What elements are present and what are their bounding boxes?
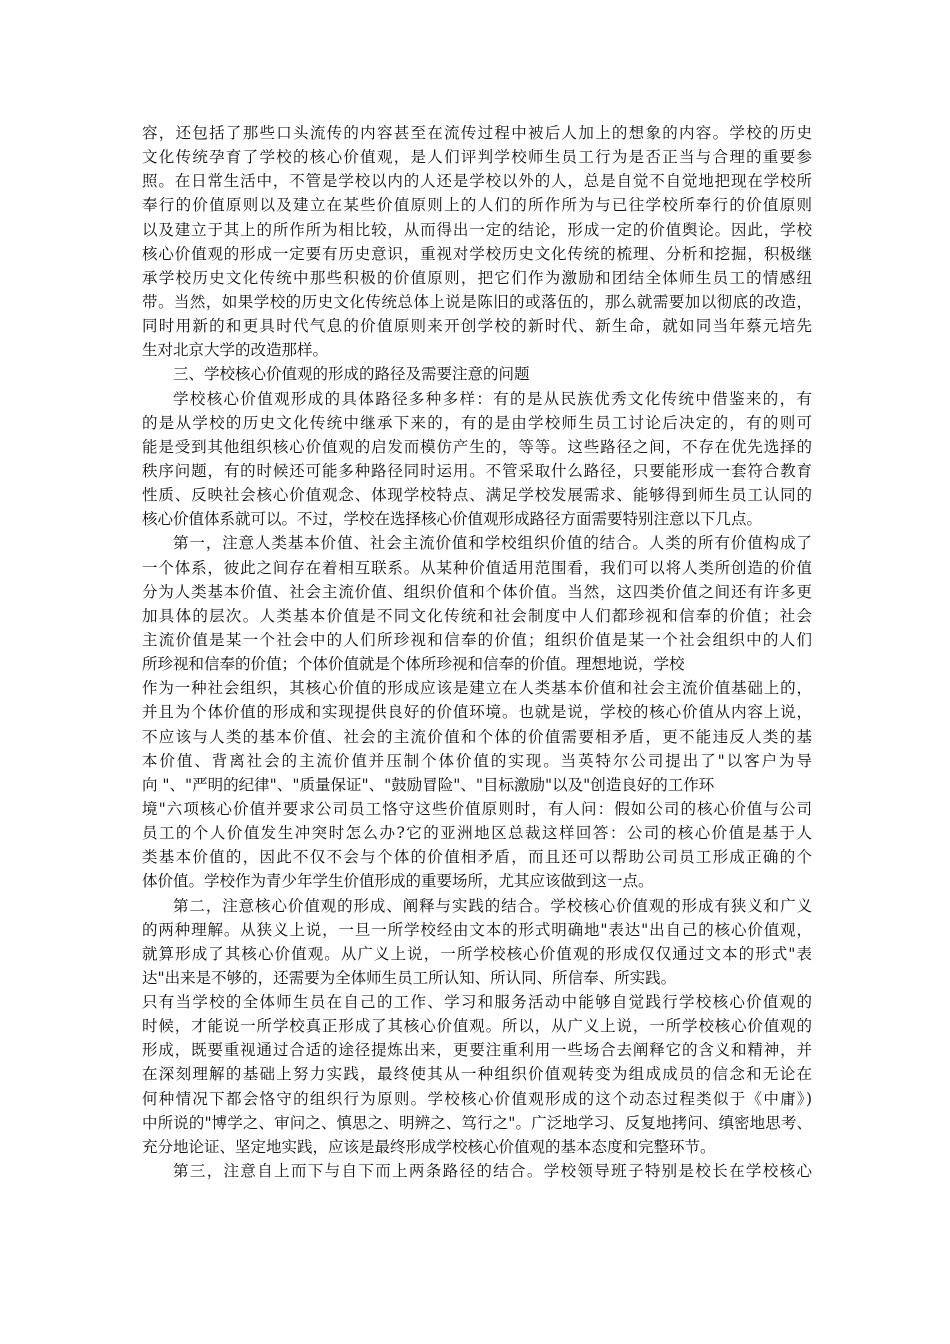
text-line: 一个体系，彼此之间存在着相互联系。从某种价值适用范围看，我们可以将人类所创造的价值 bbox=[142, 558, 812, 577]
text-line: 照。在日常生活中，不管是学校以内的人还是学校以外的人，总是自觉不自觉地把现在学校所 bbox=[142, 172, 812, 191]
text-line: 以及建立于其上的所作所为相比较，从而得出一定的结论，形成一定的价值舆论。因此，学校 bbox=[142, 220, 812, 239]
text-line: 中所说的"博学之、审问之、慎思之、明辨之、笃行之"。广泛地学习、反复地拷问、缜密地思考、 bbox=[142, 1113, 812, 1132]
text-line: 就算形成了其核心价值观。从广义上说，一所学校核心价值观的形成仅仅通过文本的形式"表 bbox=[142, 944, 812, 963]
text-line: 同时用新的和更具时代气息的价值原则来开创学校的新时代、新生命，就如同当年蔡元培先 bbox=[142, 317, 812, 336]
text-line: 主流价值是某一个社会中的人们所珍视和信奉的价值；组织价值是某一个社会组织中的人们 bbox=[142, 630, 812, 649]
text-line: 类基本价值的，因此不仅不会与个体的价值相矛盾，而且还可以帮助公司员工形成正确的个 bbox=[142, 848, 812, 867]
text-line: 只有当学校的全体师生员在自己的工作、学习和服务活动中能够自觉践行学校核心价值观的 bbox=[142, 993, 812, 1012]
text-line: 充分地论证、坚定地实践，应该是最终形成学校核心价值观的基本态度和完整环节。 bbox=[142, 1137, 716, 1156]
text-line: 文化传统孕育了学校的核心价值观，是人们评判学校师生员工行为是否正当与合理的重要参 bbox=[142, 148, 812, 167]
text-line: 体价值。学校作为青少年学生价值形成的重要场所，尤其应该做到这一点。 bbox=[142, 872, 654, 891]
text-line: 容，还包括了那些口头流传的内容甚至在流传过程中被后人加上的想象的内容。学校的历史 bbox=[142, 124, 812, 142]
text-line: 所珍视和信奉的价值；个体价值就是个体所珍视和信奉的价值。理想地说，学校 bbox=[142, 655, 685, 674]
text-line: 核心价值体系就可以。不过，学校在选择核心价值观形成路径方面需要特别注意以下几点。 bbox=[142, 510, 763, 529]
text-line: 三、学校核心价值观的形成的路径及需要注意的问题 bbox=[173, 365, 530, 384]
text-line: 加具体的层次。人类基本价值是不同文化传统和社会制度中人们都珍视和信奉的价值；社会 bbox=[142, 606, 812, 625]
text-line: 第二，注意核心价值观的形成、阐释与实践的结合。学校核心价值观的形成有狭义和广义 bbox=[173, 896, 812, 915]
text-line: 性质、反映社会核心价值观念、体现学校特点、满足学校发展需求、能够得到师生员工认同的 bbox=[142, 486, 812, 505]
text-line: 分为人类基本价值、社会主流价值、组织价值和个体价值。当然，这四类价值之间还有许多更 bbox=[142, 582, 812, 601]
text-line: 何种情况下都会恪守的组织行为原则。学校核心价值观形成的这个动态过程类似于《中庸》) bbox=[142, 1089, 812, 1108]
text-line: 秩序问题，有的时候还可能多种路径同时运用。不管采取什么路径，只要能形成一套符合教育 bbox=[142, 461, 812, 480]
text-line: 在深刻理解的基础上努力实践，最终使其从一种组织价值观转变为组成成员的信念和无论在 bbox=[142, 1065, 812, 1084]
text-line: 核心价值观的形成一定要有历史意识，重视对学校历史文化传统的梳理、分析和挖掘，积极继 bbox=[142, 244, 812, 263]
text-line: 第一，注意人类基本价值、社会主流价值和学校组织价值的结合。人类的所有价值构成了 bbox=[173, 534, 812, 553]
text-line: 达"出来是不够的，还需要为全体师生员工所认知、所认同、所信奉、所实践。 bbox=[142, 968, 677, 987]
text-line: 境"六项核心价值并要求公司员工恪守这些价值原则时，有人问：假如公司的核心价值与公司 bbox=[142, 799, 812, 818]
text-line: 形成，既要重视通过合适的途径提炼出来，更要注重利用一些场合去阐释它的含义和精神，并 bbox=[142, 1041, 812, 1060]
text-line: 生对北京大学的改造那样。 bbox=[142, 341, 329, 360]
text-line: 本价值、背离社会的主流价值并压制个体价值的实现。当英特尔公司提出了"以客户为导 bbox=[142, 751, 812, 770]
text-line: 承学校历史文化传统中那些积极的价值原则，把它们作为激励和团结全体师生员工的情感纽 bbox=[142, 268, 812, 287]
text-line: 能是受到其他组织核心价值观的启发而模仿产生的，等等。这些路径之间，不存在优先选择的 bbox=[142, 437, 812, 456]
document-body bbox=[142, 121, 812, 1183]
text-line: 带。当然，如果学校的历史文化传统总体上说是陈旧的或落伍的，那么就需要加以彻底的改造， bbox=[142, 292, 812, 311]
text-line: 并且为个体价值的形成和实现提供良好的价值环境。也就是说，学校的核心价值从内容上说， bbox=[142, 703, 812, 722]
text-line: 时候，才能说一所学校真正形成了其核心价值观。所以，从广义上说，一所学校核心价值观的 bbox=[142, 1017, 812, 1036]
text-line: 第三，注意自上而下与自下而上两条路径的结合。学校领导班子特别是校长在学校核心 bbox=[173, 1162, 812, 1181]
text-line: 的两种理解。从狭义上说，一旦一所学校经由文本的形式明确地"表达"出自己的核心价值观， bbox=[142, 920, 812, 939]
text-line: 员工的个人价值发生冲突时怎么办?它的亚洲地区总裁这样回答：公司的核心价值是基于人 bbox=[142, 824, 812, 843]
text-line: 奉行的价值原则以及建立在某些价值原则上的人们的所作所为与已往学校所奉行的价值原则 bbox=[142, 196, 812, 215]
text-line: 不应该与人类的基本价值、社会的主流价值和个体的价值需要相矛盾，更不能违反人类的基 bbox=[142, 727, 812, 746]
text-line: 作为一种社会组织，其核心价值的形成应该是建立在人类基本价值和社会主流价值基础上的， bbox=[142, 679, 812, 698]
text-line: 学校核心价值观形成的具体路径多种多样：有的是从民族优秀文化传统中借鉴来的，有 bbox=[173, 389, 812, 408]
text-line: 向 "、"严明的纪律"、"质量保证"、"鼓励冒险"、"目标激励"以及"创造良好的工作环 bbox=[142, 775, 715, 794]
text-line: 的是从学校的历史文化传统中继承下来的，有的是由学校师生员工讨论后决定的，有的则可 bbox=[142, 413, 812, 432]
